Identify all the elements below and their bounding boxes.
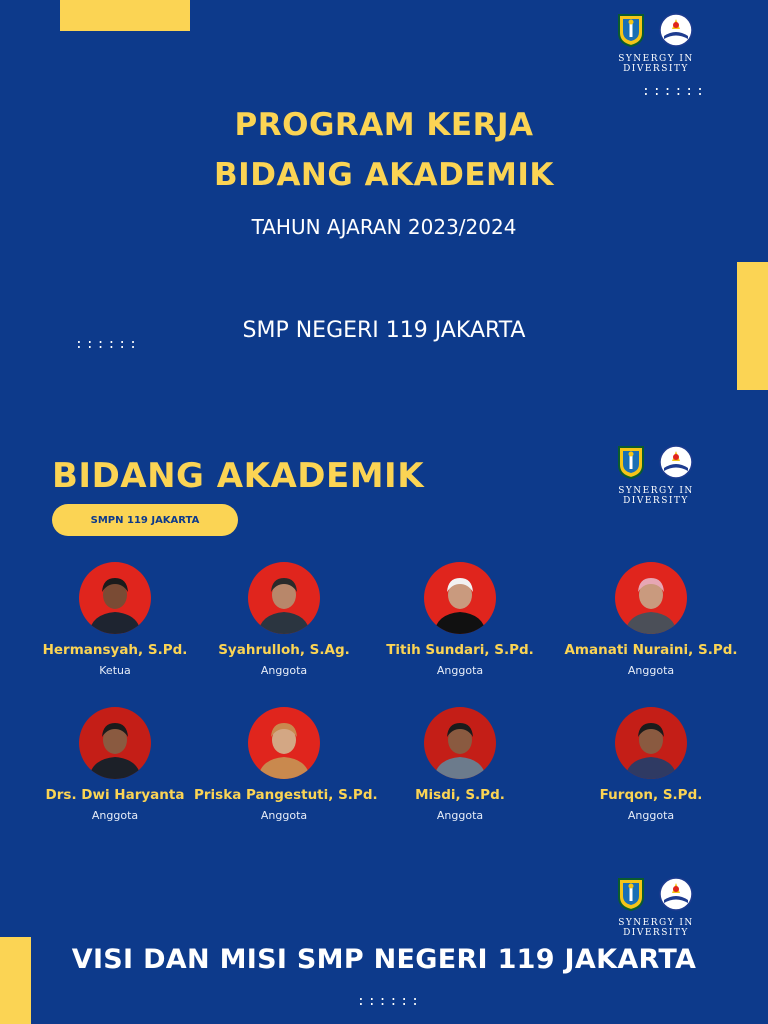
member-name: Misdi, S.Pd. bbox=[415, 787, 505, 803]
member-role: Anggota bbox=[260, 664, 308, 677]
school-logo-icon bbox=[657, 877, 695, 911]
tagline: SYNERGY IN DIVERSITY bbox=[618, 486, 694, 506]
page-title-line2: BIDANG AKADEMIK bbox=[214, 157, 554, 193]
footer-title: VISI DAN MISI SMP NEGERI 119 JAKARTA bbox=[71, 944, 697, 975]
member-role: Anggota bbox=[260, 809, 308, 822]
member-photo bbox=[248, 707, 320, 779]
person-silhouette-icon bbox=[79, 707, 151, 779]
school-logo-icon bbox=[657, 445, 695, 479]
member-role: Anggota bbox=[91, 809, 139, 822]
tagline: SYNERGY IN DIVERSITY bbox=[618, 54, 694, 74]
person-silhouette-icon bbox=[248, 707, 320, 779]
school-name: SMP NEGERI 119 JAKARTA bbox=[242, 318, 526, 343]
member-photo bbox=[248, 562, 320, 634]
school-badge: SMPN 119 JAKARTA bbox=[52, 504, 238, 536]
member-photo bbox=[424, 562, 496, 634]
member-card bbox=[561, 707, 741, 822]
page-subtitle: TAHUN AJARAN 2023/2024 bbox=[251, 215, 517, 239]
dots-decoration-3: :::::: bbox=[357, 994, 422, 1009]
member-card bbox=[194, 707, 378, 822]
member-card bbox=[561, 562, 741, 677]
person-silhouette-icon bbox=[615, 707, 687, 779]
jakarta-crest-icon bbox=[617, 13, 645, 47]
section-title: BIDANG AKADEMIK bbox=[52, 456, 425, 496]
jakarta-crest-icon bbox=[617, 445, 645, 479]
person-silhouette-icon bbox=[248, 562, 320, 634]
member-card bbox=[194, 562, 374, 677]
member-name: Hermansyah, S.Pd. bbox=[42, 642, 188, 658]
member-card bbox=[370, 562, 550, 677]
member-role: Anggota bbox=[627, 809, 675, 822]
jakarta-crest-icon bbox=[617, 877, 645, 911]
member-role: Ketua bbox=[99, 664, 131, 677]
member-name: Amanati Nuraini, S.Pd. bbox=[564, 642, 738, 658]
person-silhouette-icon bbox=[615, 562, 687, 634]
dots-decoration-2: :::::: bbox=[75, 337, 140, 352]
member-photo bbox=[424, 707, 496, 779]
member-card bbox=[25, 562, 205, 677]
member-role: Anggota bbox=[627, 664, 675, 677]
member-name: Drs. Dwi Haryanta bbox=[45, 787, 185, 803]
member-photo bbox=[615, 562, 687, 634]
member-name: Titih Sundari, S.Pd. bbox=[386, 642, 534, 658]
member-card bbox=[370, 707, 550, 822]
page-title-line1: PROGRAM KERJA bbox=[234, 107, 534, 143]
member-name: Priska Pangestuti, S.Pd. bbox=[194, 787, 378, 803]
dots-decoration-1: :::::: bbox=[642, 84, 707, 99]
person-silhouette-icon bbox=[79, 562, 151, 634]
yellow-block-top bbox=[60, 0, 190, 31]
logo-group-top bbox=[586, 12, 726, 74]
member-card bbox=[25, 707, 205, 822]
person-silhouette-icon bbox=[424, 562, 496, 634]
school-logo-icon bbox=[657, 13, 695, 47]
logo-group-middle bbox=[586, 444, 726, 506]
member-role: Anggota bbox=[436, 664, 484, 677]
member-photo bbox=[79, 707, 151, 779]
member-name: Syahrulloh, S.Ag. bbox=[218, 642, 350, 658]
person-silhouette-icon bbox=[424, 707, 496, 779]
member-name: Furqon, S.Pd. bbox=[599, 787, 703, 803]
logo-group-bottom bbox=[586, 876, 726, 938]
tagline: SYNERGY IN DIVERSITY bbox=[618, 918, 694, 938]
member-role: Anggota bbox=[436, 809, 484, 822]
member-photo bbox=[79, 562, 151, 634]
member-photo bbox=[615, 707, 687, 779]
